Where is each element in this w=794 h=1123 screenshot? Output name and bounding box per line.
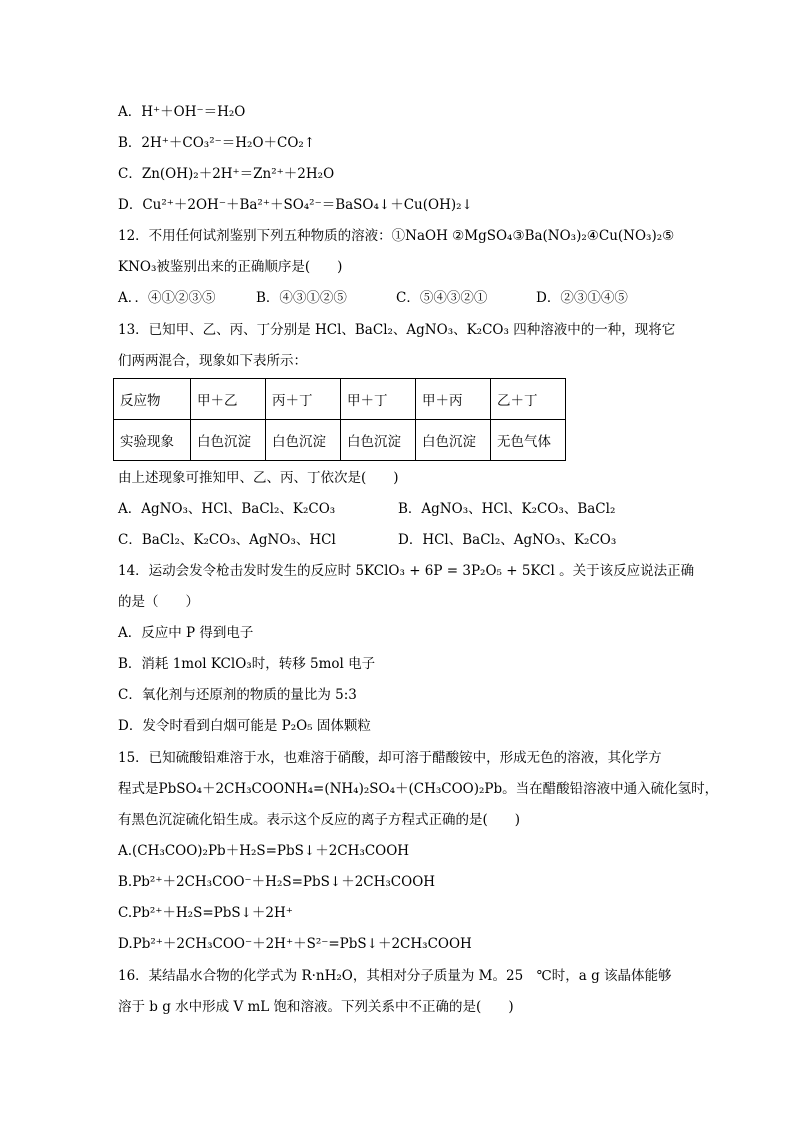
q14-option-b: B．消耗 1mol KClO₃时，转移 5mol 电子 — [118, 656, 376, 672]
table-cell: 无色气体 — [491, 420, 566, 461]
q15-option-c: C.Pb²⁺＋H₂S=PbS↓＋2H⁺ — [118, 905, 293, 921]
q15-stem-line1: 15．已知硫酸铅难溶于水，也难溶于硝酸，却可溶于醋酸铵中，形成无色的溶液，其化学方 — [118, 750, 662, 766]
q15-option-a: A.(CH₃COO)₂Pb＋H₂S=PbS↓＋2CH₃COOH — [118, 843, 410, 859]
q13-stem-line1: 13．已知甲、乙、丙、丁分别是 HCl、BaCl₂、AgNO₃、K₂CO₃ 四种溶液中的一种，现将它 — [118, 322, 676, 338]
q13-option-c: C．BaCl₂、K₂CO₃、AgNO₃、HCl — [118, 532, 336, 548]
q15-option-d: D.Pb²⁺＋2CH₃COO⁻＋2H⁺＋S²⁻=PbS↓＋2CH₃COOH — [118, 936, 472, 952]
q12-option-d: D．②③①④⑤ — [536, 290, 628, 306]
table-cell: 反应物 — [114, 379, 191, 420]
q14-stem-line1: 14．运动会发令枪击发时发生的反应时 5KClO₃ + 6P = 3P₂O₅ + 5KCl 。关于该反应说法正确 — [118, 563, 695, 579]
table-cell: 白色沉淀 — [416, 420, 491, 461]
q12-option-c: C．⑤④③②① — [396, 290, 488, 306]
q11-option-d: D．Cu²⁺＋2OH⁻＋Ba²⁺＋SO₄²⁻＝BaSO₄↓＋Cu(OH)₂↓ — [118, 197, 473, 213]
q16-stem-line1: 16．某结晶水合物的化学式为 R·nH₂O，其相对分子质量为 M。25 ℃时，a g 该晶体能够 — [118, 968, 672, 984]
q13-stem-line3: 由上述现象可推知甲、乙、丙、丁依次是( ) — [118, 470, 399, 486]
table-header-row — [114, 379, 566, 420]
reaction-table — [113, 378, 566, 461]
table-cell: 甲＋乙 — [191, 379, 266, 420]
q15-stem-line3: 有黑色沉淀硫化铅生成。表示这个反应的离子方程式正确的是( ) — [118, 812, 521, 828]
table-cell: 白色沉淀 — [341, 420, 416, 461]
table-row — [114, 420, 566, 461]
q12-stem-line1: 12．不用任何试剂鉴别下列五种物质的溶液：①NaOH ②MgSO₄③Ba(NO₃)₂④Cu(NO₃)₂⑤ — [118, 228, 675, 244]
q16-stem-line2: 溶于 b g 水中形成 V mL 饱和溶液。下列关系中不正确的是( ) — [118, 999, 514, 1015]
q12-option-a: A．．④①②③⑤ — [118, 290, 216, 306]
table-cell: 乙＋丁 — [491, 379, 566, 420]
table-cell: 甲＋丙 — [416, 379, 491, 420]
q12-stem-line2: KNO₃被鉴别出来的正确顺序是( ) — [118, 259, 343, 275]
table-cell: 丙＋丁 — [266, 379, 341, 420]
q11-option-a: A．H⁺＋OH⁻＝H₂O — [118, 104, 246, 120]
q14-stem-line2: 的是（ ） — [118, 594, 199, 610]
q12-option-b: B．④③①②⑤ — [256, 290, 347, 306]
q11-option-b: B．2H⁺＋CO₃²⁻＝H₂O＋CO₂↑ — [118, 135, 316, 151]
table-cell: 实验现象 — [114, 420, 191, 461]
q11-option-c: C．Zn(OH)₂＋2H⁺＝Zn²⁺＋2H₂O — [118, 166, 335, 182]
q14-option-a: A．反应中 P 得到电子 — [118, 625, 254, 641]
q15-option-b: B.Pb²⁺＋2CH₃COO⁻＋H₂S=PbS↓＋2CH₃COOH — [118, 874, 436, 890]
q13-option-d: D．HCl、BaCl₂、AgNO₃、K₂CO₃ — [398, 532, 617, 548]
q13-option-a: A．AgNO₃、HCl、BaCl₂、K₂CO₃ — [118, 501, 336, 517]
q15-stem-line2: 程式是PbSO₄＋2CH₃COONH₄=(NH₄)₂SO₄＋(CH₃COO)₂Pb。当在醋酸铅溶液中通入硫化氢时， — [118, 781, 719, 797]
table-cell: 白色沉淀 — [266, 420, 341, 461]
q14-option-d: D．发令时看到白烟可能是 P₂O₅ 固体颗粒 — [118, 718, 371, 734]
q14-option-c: C．氧化剂与还原剂的物质的量比为 5:3 — [118, 687, 357, 703]
table-cell: 甲＋丁 — [341, 379, 416, 420]
q13-option-b: B．AgNO₃、HCl、K₂CO₃、BaCl₂ — [398, 501, 616, 517]
table-cell: 白色沉淀 — [191, 420, 266, 461]
q13-stem-line2: 们两两混合，现象如下表所示： — [118, 353, 307, 369]
